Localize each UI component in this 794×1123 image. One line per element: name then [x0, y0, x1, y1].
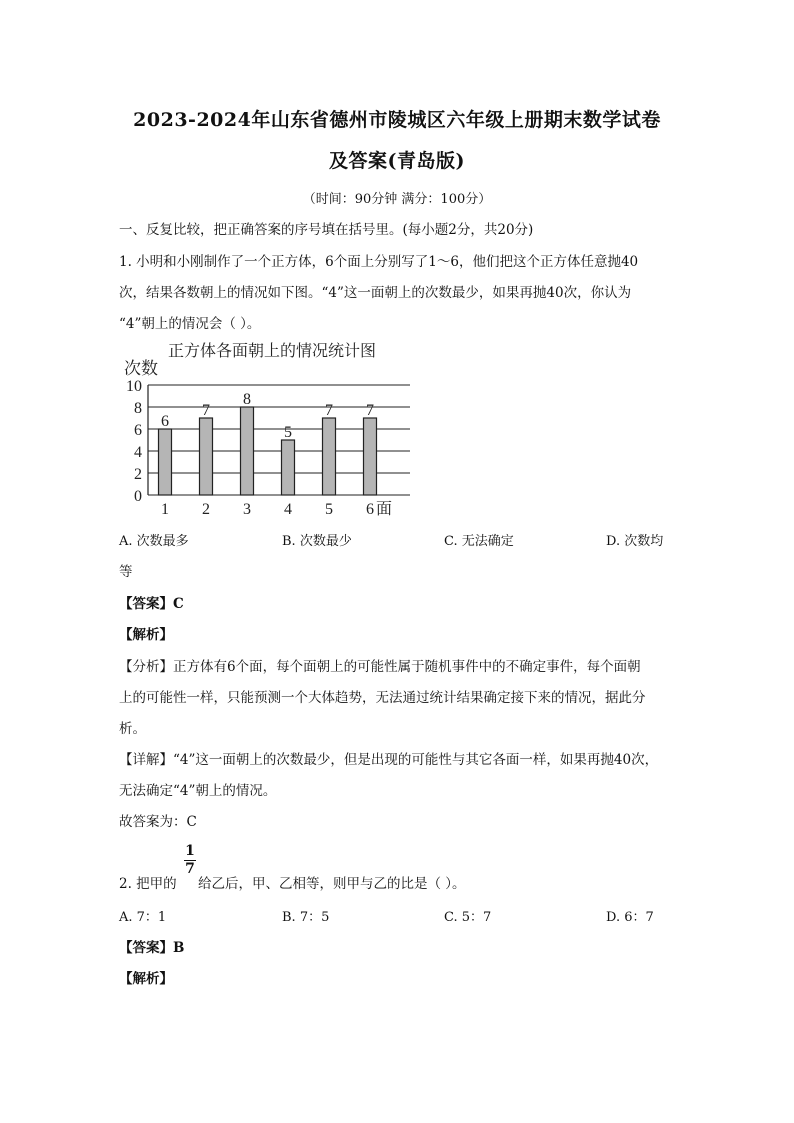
q2-analysis-label: 【解析】	[119, 971, 173, 987]
q1-answer: 【答案】C	[119, 596, 184, 612]
y-axis-label: 次数	[124, 359, 158, 378]
y-tick-label: 2	[134, 466, 142, 483]
bar-value-label: 6	[161, 413, 169, 430]
q1-xiangjie-line2: 无法确定“4”朝上的情况。	[119, 783, 277, 799]
exam-info: （时间：90分钟 满分：100分）	[302, 192, 492, 207]
bar-4	[282, 440, 295, 495]
x-tick-label: 5	[325, 501, 333, 518]
x-tick-label: 1	[161, 501, 169, 518]
q1-option-d[interactable]: D. 次数均	[606, 534, 664, 549]
q1-fenxi-line2: 上的可能性一样，只能预测一个大体趋势，无法通过统计结果确定接下来的情况，据此分	[119, 690, 646, 706]
doc-title-line2: 及答案(青岛版)	[329, 150, 465, 172]
q2-frac-denominator: 7	[185, 861, 195, 877]
q1-analysis-label: 【解析】	[119, 627, 173, 643]
section-heading: 一、反复比较，把正确答案的序号填在括号里。(每小题2分，共20分)	[119, 222, 534, 238]
x-tick-label: 6	[366, 501, 374, 518]
bar-5	[323, 418, 336, 495]
q2-fraction	[184, 844, 196, 877]
y-tick-label: 0	[134, 488, 142, 505]
bar-value-label: 8	[243, 391, 251, 408]
q1-text-line3: “4”朝上的情况会（ ）。	[119, 316, 261, 332]
q1-text-line1: 1. 小明和小刚制作了一个正方体，6个面上分别写了1～6，他们把这个正方体任意抛40	[119, 254, 639, 270]
q1-option-d-cont: 等	[119, 564, 133, 580]
q2-suffix: 给乙后，甲、乙相等，则甲与乙的比是（ ）。	[198, 876, 466, 892]
y-tick-label: 4	[134, 444, 142, 461]
q1-fenxi-line3: 析。	[119, 721, 146, 737]
bar-value-label: 7	[366, 402, 374, 419]
x-tick-label: 4	[284, 501, 292, 518]
q1-option-b[interactable]: B. 次数最少	[282, 534, 352, 549]
q1-xiangjie-line1: 【详解】“4”这一面朝上的次数最少，但是出现的可能性与其它各面一样，如果再抛40次，	[119, 752, 659, 768]
y-tick-label: 6	[134, 422, 142, 439]
x-tick-label: 2	[202, 501, 210, 518]
q1-text-line2: 次，结果各数朝上的情况如下图。“4”这一面朝上的次数最少，如果再抛40次，你认为	[119, 285, 632, 301]
bar-1	[159, 429, 172, 495]
q2-option-b[interactable]: B. 7：5	[282, 910, 330, 925]
q1-option-a[interactable]: A. 次数最多	[119, 534, 189, 549]
y-tick-label: 8	[134, 400, 142, 417]
bar-6	[364, 418, 377, 495]
bar-2	[200, 418, 213, 495]
q2-option-d[interactable]: D. 6：7	[606, 910, 654, 925]
bar-value-label: 7	[325, 402, 333, 419]
y-tick-label: 10	[126, 378, 142, 395]
bar-3	[241, 407, 254, 495]
bar-value-label: 5	[284, 424, 292, 441]
chart-title: 正方体各面朝上的情况统计图	[168, 343, 377, 360]
q1-option-c[interactable]: C. 无法确定	[444, 534, 514, 549]
q1-fenxi-line1: 【分析】正方体有6个面，每个面朝上的可能性属于随机事件中的不确定事件，每个面朝	[119, 659, 641, 675]
q2-frac-numerator: 1	[185, 843, 195, 859]
x-tick-label: 3	[243, 501, 251, 518]
q1-final: 故答案为：C	[119, 814, 197, 830]
bar-chart	[118, 338, 428, 522]
q2-option-a[interactable]: A. 7：1	[119, 910, 167, 925]
x-axis-label: 面	[376, 501, 393, 518]
q2-prefix: 2. 把甲的	[119, 876, 177, 892]
q2-option-c[interactable]: C. 5：7	[444, 910, 492, 925]
bar-value-label: 7	[202, 402, 210, 419]
q2-answer: 【答案】B	[119, 940, 185, 956]
doc-title-line1: 2023-2024年山东省德州市陵城区六年级上册期末数学试卷	[133, 109, 661, 131]
